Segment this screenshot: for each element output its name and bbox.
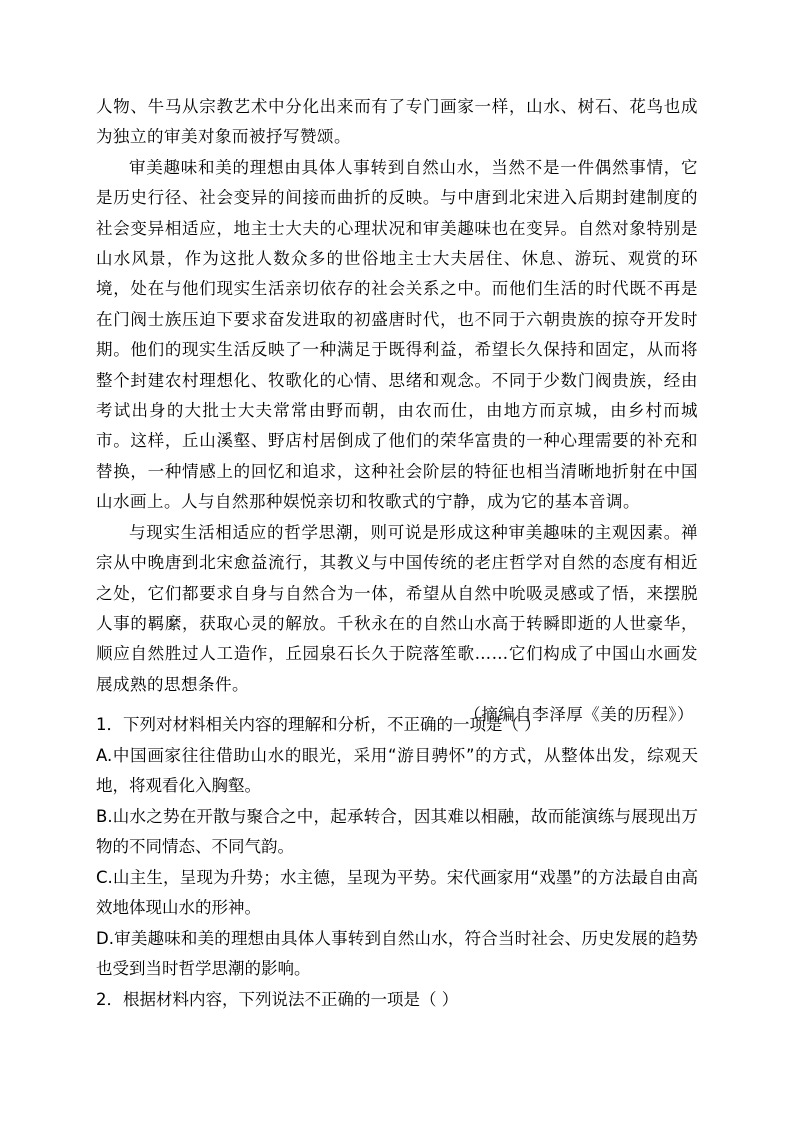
passage-paragraph-2: 审美趣味和美的理想由具体人事转到自然山水，当然不是一件偶然事情，它是历史行径、社会变异的间接而曲折的反映。与中唐到北宋进入后期封建制度的社会变异相适应，地主士大夫的心理状况和审美趣味也在变异。自然对象特别是山水风景，作为这批人数众多的世俗地主士大夫居住、休息、游玩、观赏的环境，处在与他们现实生活亲切依存的社会关系之中。而他们生活的时代既不再是在门阀士族压迫下要求奋发进取的初盛唐时代，也不同于六朝贵族的掠夺开发时期。他们的现实生活反映了一种满足于既得利益，希望长久保持和固定，从而将整个封建农村理想化、牧歌化的心情、思绪和观念。不同于少数门阀贵族，经由考试出身的大批士大夫常常由野而朝，由农而仕，由地方而京城，由乡村而城市。这样，丘山溪壑、野店村居倒成了他们的荣华富贵的一种心理需要的补充和替换，一种情感上的回忆和追求，这种社会阶层的特征也相当清晰地折射在中国山水画上。人与自然那种娱悦亲切和牧歌式的宁静，成为它的基本音调。 [96, 157, 698, 512]
question-1-option-a: A.中国画家往往借助山水的眼光，采用“游目骋怀”的方式，从整体出发，综观天地，将观看化入胸壑。 [96, 745, 698, 795]
passage-paragraph-3: 与现实生活相适应的哲学思潮，则可说是形成这种审美趣味的主观因素。禅宗从中晚唐到北宋愈益流行，其教义与中国传统的老庄哲学对自然的态度有相近之处，它们都要求自身与自然合为一体，希望从自然中吮吸灵感或了悟，来摆脱人事的羁縻，获取心灵的解放。千秋永在的自然山水高于转瞬即逝的人世豪华，顺应自然胜过人工造作，丘园泉石长久于院落笙歌……它们构成了中国山水画发展成熟的思想条件。 [96, 522, 698, 694]
question-1-stem: 1．下列对材料相关内容的理解和分析，不正确的一项是（ ） [96, 715, 541, 734]
question-section [96, 710, 698, 1015]
question-1-option-b: B.山水之势在开散与聚合之中，起承转合，因其难以相融，故而能演练与展现出万物的不同情态、不同气韵。 [96, 806, 698, 856]
passage-source: （摘编自李泽厚《美的历程》） [464, 705, 694, 725]
question-1-option-c: C.山主生，呈现为升势；水主德，呈现为平势。宋代画家用“戏墨”的方法最自由高效地体现山水的形神。 [96, 867, 698, 917]
question-2-stem: 2．根据材料内容，下列说法不正确的一项是（ ） [96, 989, 459, 1009]
question-1-option-d: D.审美趣味和美的理想由具体人事转到自然山水，符合当时社会、历史发展的趋势也受到当时哲学思潮的影响。 [96, 928, 698, 978]
reading-passage [96, 92, 698, 731]
passage-paragraph-1: 人物、牛马从宗教艺术中分化出来而有了专门画家一样，山水、树石、花鸟也成为独立的审美对象而被抒写赞颂。 [96, 97, 698, 147]
